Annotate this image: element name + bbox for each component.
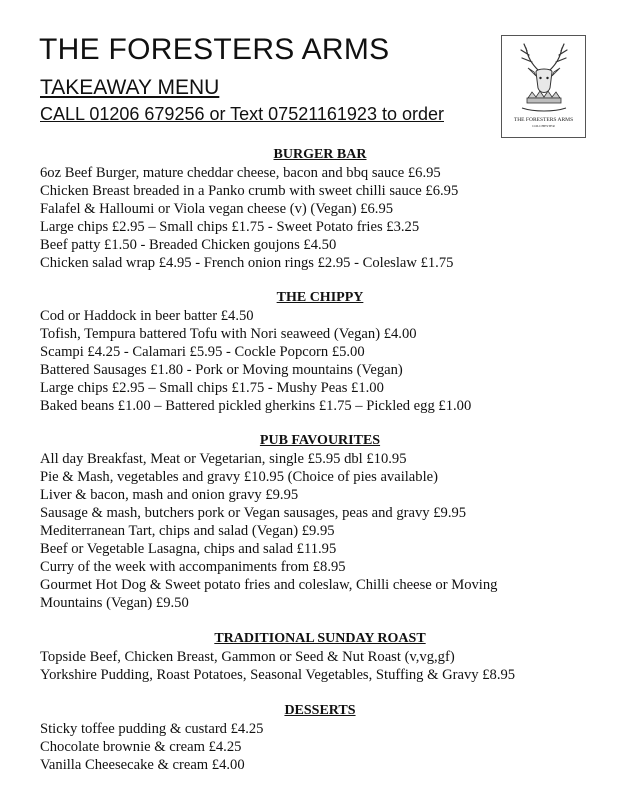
menu-item: Topside Beef, Chicken Breast, Gammon or Seed & Nut Roast (v,vg,gf) (40, 649, 455, 665)
section-heading: DESSERTS (284, 703, 356, 718)
section-sunday-roast (40, 630, 600, 684)
section-desserts (40, 702, 600, 774)
menu-item: Chocolate brownie & cream £4.25 (40, 739, 242, 755)
stag-head-crest-icon (512, 42, 576, 116)
menu-item: Sausage & mash, butchers pork or Vegan sausages, peas and gravy £9.95 (40, 505, 467, 521)
order-contact-line: CALL 01206 679256 or Text 07521161923 to order (40, 104, 444, 124)
menu-item: 6oz Beef Burger, mature cheddar cheese, bacon and bbq sauce £6.95 (40, 165, 441, 181)
menu-item: All day Breakfast, Meat or Vegetarian, single £5.95 dbl £10.95 (40, 451, 407, 467)
menu-item: Baked beans £1.00 – Battered pickled gherkins £1.75 – Pickled egg £1.00 (40, 398, 472, 414)
menu-subtitle: TAKEAWAY MENU (40, 76, 220, 99)
section-heading: THE CHIPPY (276, 290, 364, 305)
menu-title: THE FORESTERS ARMS (39, 33, 390, 66)
menu-item: Vanilla Cheesecake & cream £4.00 (40, 757, 245, 773)
menu-item: Scampi £4.25 - Calamari £5.95 - Cockle Popcorn £5.00 (40, 344, 365, 360)
menu-item: Curry of the week with accompaniments from £8.95 (40, 559, 346, 575)
menu-item: Pie & Mash, vegetables and gravy £10.95 (Choice of pies available) (40, 469, 438, 485)
pub-logo (501, 35, 586, 138)
menu-item: Gourmet Hot Dog & Sweet potato fries and coleslaw, Chilli cheese or Moving Mountains (Vegan) £9.50 (40, 577, 498, 611)
menu-item: Liver & bacon, mash and onion gravy £9.95 (40, 487, 299, 503)
section-heading: TRADITIONAL SUNDAY ROAST (214, 631, 426, 646)
menu-item: Cod or Haddock in beer batter £4.50 (40, 308, 254, 324)
section-heading: BURGER BAR (273, 147, 367, 162)
menu-item: Yorkshire Pudding, Roast Potatoes, Seasonal Vegetables, Stuffing & Gravy £8.95 (40, 667, 516, 683)
menu-item: Chicken salad wrap £4.95 - French onion rings £2.95 - Coleslaw £1.75 (40, 255, 454, 271)
section-pub-favourites (40, 432, 600, 612)
section-burger-bar (40, 146, 600, 272)
section-the-chippy (40, 289, 600, 415)
menu-item: Tofish, Tempura battered Tofu with Nori seaweed (Vegan) £4.00 (40, 326, 417, 342)
logo-caption (502, 117, 585, 129)
menu-item: Chicken Breast breaded in a Panko crumb with sweet chilli sauce £6.95 (40, 183, 459, 199)
menu-item: Battered Sausages £1.80 - Pork or Moving mountains (Vegan) (40, 362, 403, 378)
menu-item: Sticky toffee pudding & custard £4.25 (40, 721, 264, 737)
menu-item: Beef or Vegetable Lasagna, chips and salad £11.95 (40, 541, 337, 557)
menu-item: Large chips £2.95 – Small chips £1.75 - Sweet Potato fries £3.25 (40, 219, 420, 235)
menu-item: Beef patty £1.50 - Breaded Chicken goujons £4.50 (40, 237, 337, 253)
section-heading: PUB FAVOURITES (259, 433, 381, 448)
logo-name: THE FORESTERS ARMS (513, 117, 574, 123)
menu-item: Falafel & Halloumi or Viola vegan cheese (v) (Vegan) £6.95 (40, 201, 394, 217)
logo-place: COLCHESTER (532, 124, 555, 128)
menu-item: Large chips £2.95 – Small chips £1.75 - Mushy Peas £1.00 (40, 380, 384, 396)
menu-item: Mediterranean Tart, chips and salad (Vegan) £9.95 (40, 523, 335, 539)
